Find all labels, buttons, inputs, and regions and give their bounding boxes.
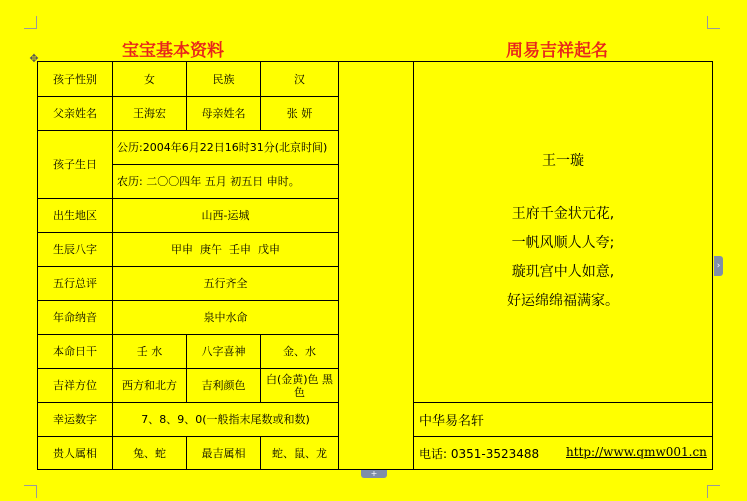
add-row-icon[interactable]: + [361, 470, 387, 478]
website-link[interactable]: http://www.qmw001.cn [566, 445, 707, 459]
nayin-value: 泉中水命 [113, 301, 339, 335]
chosen-name: 王一璇 [542, 153, 584, 169]
father-value: 王海宏 [113, 97, 187, 131]
crop-mark-top-right [707, 16, 720, 29]
poem-line-2: 一帆风顺人人夸; [511, 235, 615, 251]
crop-mark-bottom-right [707, 485, 720, 498]
direction-label: 吉祥方位 [38, 369, 113, 403]
daygan-value: 壬 水 [113, 335, 187, 369]
crop-mark-bottom-left [24, 485, 37, 498]
ethnicity-value: 汉 [261, 62, 339, 97]
daygan-label: 本命日干 [38, 335, 113, 369]
company-name: 中华易名轩 [419, 414, 485, 429]
bazi-label: 生辰八字 [38, 233, 113, 267]
father-label: 父亲姓名 [38, 97, 113, 131]
poem-line-3: 璇玑宫中人如意, [511, 264, 615, 280]
color-label: 吉利颜色 [187, 369, 261, 403]
footer-divider-top [414, 402, 712, 403]
phone-number: 电话: 0351-3523488 [419, 447, 540, 461]
best-zodiac-value: 蛇、鼠、龙 [261, 437, 339, 469]
color-value: 白(金黄)色 黑 色 [261, 369, 339, 403]
nayin-label: 年命纳音 [38, 301, 113, 335]
name-result [414, 150, 712, 316]
footer-divider-bottom [414, 436, 712, 437]
gender-label: 孩子性别 [38, 62, 113, 97]
poem-line-1: 王府千金状元花, [511, 206, 615, 222]
zodiac-value: 兔、蛇 [113, 437, 187, 469]
xishen-value: 金、水 [261, 335, 339, 369]
direction-value: 西方和北方 [113, 369, 187, 403]
baby-info-title: 宝宝基本资料 [122, 41, 224, 61]
birthplace-label: 出生地区 [38, 199, 113, 233]
mother-value: 张 妍 [261, 97, 339, 131]
ethnicity-label: 民族 [187, 62, 261, 97]
xishen-label: 八字喜神 [187, 335, 261, 369]
birthplace-value: 山西-运城 [113, 199, 339, 233]
number-label: 幸运数字 [38, 403, 113, 437]
expand-right-icon[interactable]: › [714, 256, 723, 276]
zodiac-label: 贵人属相 [38, 437, 113, 469]
crop-mark-top-left [24, 16, 37, 29]
birthday-lunar: 农历: 二〇〇四年 五月 初五日 申时。 [113, 165, 339, 199]
mother-label: 母亲姓名 [187, 97, 261, 131]
move-handle-icon[interactable]: ✥ [29, 52, 39, 65]
wuxing-label: 五行总评 [38, 267, 113, 301]
birthday-gregorian: 公历:2004年6月22日16时31分(北京时间) [113, 131, 339, 165]
birthday-label: 孩子生日 [38, 131, 113, 199]
gender-value: 女 [113, 62, 187, 97]
naming-title: 周易吉祥起名 [506, 41, 608, 61]
number-value: 7、8、9、0(一般指末尾数或和数) [113, 403, 339, 437]
poem-line-4: 好运绵绵福满家。 [507, 293, 619, 309]
best-zodiac-label: 最吉属相 [187, 437, 261, 469]
bazi-value: 甲申 庚午 壬申 戊申 [113, 233, 339, 267]
wuxing-value: 五行齐全 [113, 267, 339, 301]
